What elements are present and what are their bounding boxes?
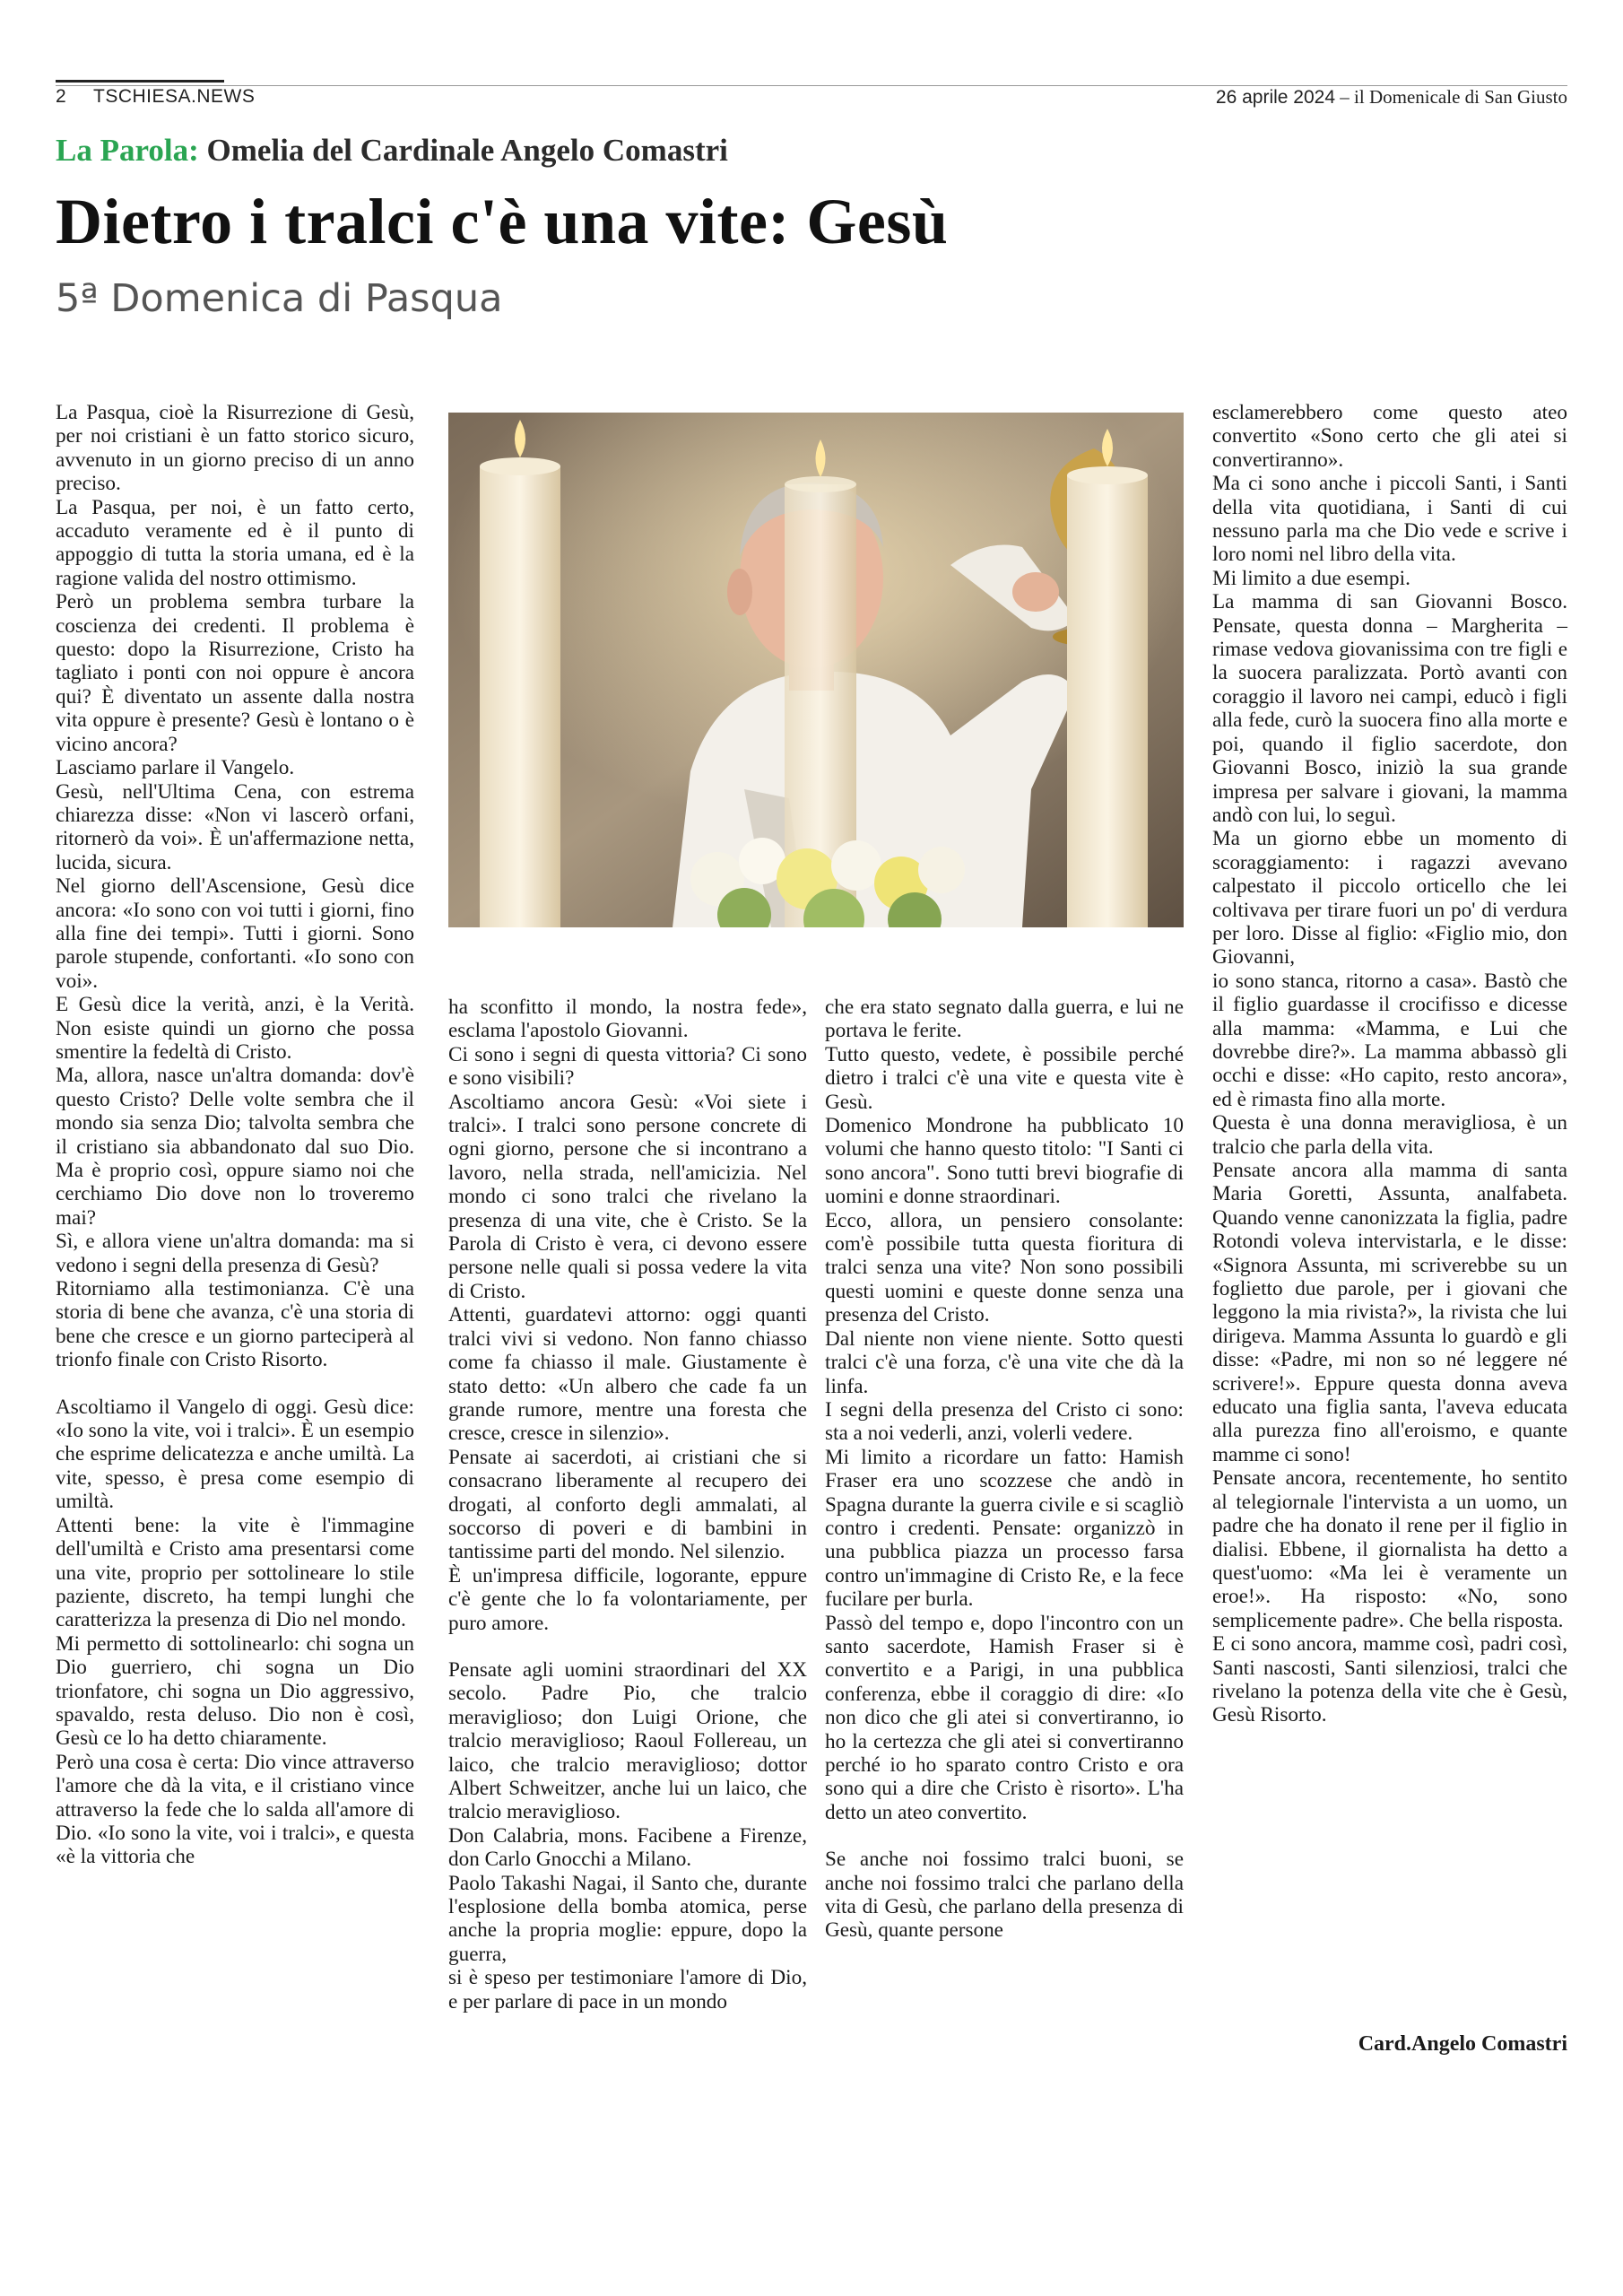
publication-name: – il Domenicale di San Giusto (1335, 86, 1567, 108)
site-name: TSCHIESA.NEWS (93, 86, 256, 107)
paragraph: Ci sono i segni di questa vittoria? Ci sono e sono visibili? (448, 1042, 807, 1091)
paragraph: Ascoltiamo ancora Gesù: «Voi siete i tralci». I tralci sono persone concrete di ogni giorno, persone che si incontrano a lavoro, nella strada, nell'amicizia. Nel mondo ci sono tralci che rivelano la presenza di una vite, che è Cristo. Se la Parola di Cristo è vera, ci devono essere persone nelle quali si possa vedere la vita di Cristo. (448, 1090, 807, 1303)
cardinal-celebrating-mass-icon (448, 413, 1184, 927)
paragraph: Ma un giorno ebbe un momento di scoraggiamento: i ragazzi avevano calpestato il piccolo orticello che lei coltivava per tirare fuori un po' di verdura per loro. Disse al figlio: «Figlio mio, don Giovanni, (1212, 827, 1567, 970)
paragraph: La Pasqua, cioè la Risurrezione di Gesù, per noi cristiani è un fatto storico sicuro, avvenuto in un giorno preciso di un anno preciso. (56, 401, 414, 496)
paragraph: Sì, e allora viene un'altra domanda: ma si vedono i segni della presenza di Gesù? (56, 1230, 414, 1277)
section-label: La Parola: (56, 133, 199, 168)
paragraph: Tutto questo, vedete, è possibile perché dietro i tralci c'è una vite e questa vite è Gesù. (825, 1042, 1184, 1114)
paragraph: Pensate ai sacerdoti, ai cristiani che si consacrano liberamente al recupero dei drogati, al conforto degli ammalati, al soccorso di poveri e di bambini in tantissime parti del mondo. Nel silenzio. (448, 1445, 807, 1564)
paragraph: Attenti, guardatevi attorno: oggi quanti tralci vivi si vedono. Non fanno chiasso come fa chiasso il male. Giustamente è stato detto: «Un albero che cade fa un grande rumore, mentre una foresta che cresce, cresce in silenzio». (448, 1303, 807, 1446)
paragraph: Paolo Takashi Nagai, il Santo che, durante l'esplosione della bomba atomica, perse anche la propria moglie: eppure, dopo la guerra, (448, 1871, 807, 1966)
paragraph: Mi permetto di sottolinearlo: chi sogna un Dio guerriero, chi sogna un Dio trionfatore, chi sogna un Dio aggressivo, spavaldo, resta deluso. Dio non è così, Gesù ce lo ha detto chiaramente. (56, 1631, 414, 1751)
paragraph: Don Calabria, mons. Facibene a Firenze, don Carlo Gnocchi a Milano. (448, 1823, 807, 1872)
paragraph: E Gesù dice la verità, anzi, è la Verità. Non esiste quindi un giorno che possa smentire la fedeltà di Cristo. (56, 993, 414, 1064)
paragraph-gap (825, 1824, 1184, 1848)
article-subtitle: 5ª Domenica di Pasqua (56, 276, 503, 321)
paragraph: Però un problema sembra turbare la coscienza dei credenti. Il problema è questo: dopo la Risurrezione, Cristo ha tagliato i ponti con noi oppure è ancora qui? È diventato un assente dalla nostra vita oppure è presente? Gesù è lontano o è vicino ancora? (56, 590, 414, 756)
paragraph: si è speso per testimoniare l'amore di Dio, e per parlare di pace in un mondo (448, 1966, 807, 2013)
paragraph: Nel giorno dell'Ascensione, Gesù dice ancora: «Io sono con voi tutti i giorni, fino alla fine dei tempi». Tutti i giorni. Sono parole stupende, confortanti. «Io sono con voi». (56, 874, 414, 993)
paragraph: Se anche noi fossimo tralci buoni, se anche noi fossimo tralci che parlano della vita di Gesù, che parlano della presenza di Gesù, quante persone (825, 1848, 1184, 1943)
paragraph: Mi limito a due esempi. (1212, 566, 1410, 590)
author-signature: Card.Angelo Comastri (1358, 2032, 1567, 2056)
column-3 (825, 996, 1184, 1943)
paragraph: La mamma di san Giovanni Bosco. Pensate, questa donna – Margherita – rimase vedova giovanissima con tre figli e la suocera paralizzata. Portò avanti con coraggio il lavoro nei campi, educò i figli alla fede, curò la suocera fino alla morte e poi, quando il figlio sacerdote, don Giovanni Bosco, iniziò la sua grande impresa per salvare i giovani, la mamma andò con lui, lo seguì. (1212, 590, 1567, 827)
paragraph: Ritorniamo alla testimonianza. C'è una storia di bene che avanza, c'è una storia di bene che cresce e un giorno parteciperà al trionfo finale con Cristo Risorto. (56, 1277, 414, 1372)
paragraph: Lasciamo parlare il Vangelo. (56, 756, 295, 780)
paragraph: Ma ci sono anche i piccoli Santi, i Santi della vita quotidiana, i Santi di cui nessuno parla ma che Dio vede e scrive i loro nomi nel libro della vita. (1212, 472, 1567, 567)
paragraph: Attenti bene: la vite è l'immagine dell'umiltà e Cristo ama presentarsi come una vite, proprio per sottolineare lo stile paziente, discreto, ha tempi lunghi che caratterizza la presenza di Dio nel mondo. (56, 1513, 414, 1632)
paragraph: Dal niente non viene niente. Sotto questi tralci c'è una forza, c'è una vite che dà la linfa. (825, 1326, 1184, 1398)
paragraph: Ma, allora, nasce un'altra domanda: dov'è questo Cristo? Delle volte sembra che il mondo sia senza Dio; talvolta sembra che il cristiano sia abbandonato dal suo Dio. Ma è proprio così, oppure siamo noi che cerchiamo Dio dove non lo troveremo mai? (56, 1064, 414, 1230)
paragraph: È un'impresa difficile, logorante, eppure c'è gente che lo fa volontariamente, per puro amore. (448, 1563, 807, 1635)
paragraph: Gesù, nell'Ultima Cena, con estrema chiarezza disse: «Non vi lascerò orfani, ritornerò da voi». È un'affermazione netta, lucida, sicura. (56, 779, 414, 874)
paragraph: ha sconfitto il mondo, la nostra fede», esclama l'apostolo Giovanni. (448, 996, 807, 1043)
paragraph: Pensate ancora, recentemente, ho sentito al telegiornale l'intervista a un uomo, un padre che ha donato il rene per il figlio in dialisi. Ebbene, il giornalista ha detto a quest'uomo: «Ma lei è veramente un eroe!». Ha risposto: «No, sono semplicemente padre». Che bella risposta. (1212, 1466, 1567, 1632)
paragraph: Però una cosa è certa: Dio vince attraverso l'amore che dà la vita, e il cristiano vince attraverso la fede che lo salda all'amore di Dio. «Io sono la vite, voi i tralci», e questa «è la vittoria che (56, 1750, 414, 1869)
paragraph: Mi limito a ricordare un fatto: Hamish Fraser era uno scozzese che andò in Spagna durante la guerra civile e si scagliò contro i credenti. Pensate: organizzò in una pubblica piazza un processo farsa contro un'immagine di Cristo Re, e la fece fucilare per burla. (825, 1445, 1184, 1612)
paragraph: io sono stanca, ritorno a casa». Bastò che il figlio guardasse il crocifisso e dicesse alla mamma: «Mamma, e Lui che dovrebbe dire?». La mamma abbassò gli occhi e disse: «Ho capito, resto ancora», ed è rimasta fino alla morte. (1212, 969, 1567, 1111)
article-title: Dietro i tralci c'è una vite: Gesù (56, 186, 949, 257)
paragraph: Ascoltiamo il Vangelo di oggi. Gesù dice: «Io sono la vite, voi i tralci». È un esempio che esprime delicatezza e anche umiltà. La vite, spesso, è presa come esempio di umiltà. (56, 1395, 414, 1514)
paragraph: Domenico Mondrone ha pubblicato 10 volumi che hanno questo titolo: "I Santi ci sono ancora". Sono tutti brevi biografie di uomini e donne straordinari. (825, 1114, 1184, 1209)
issue-date: 26 aprile 2024 (1215, 87, 1336, 108)
column-4 (1212, 401, 1567, 1727)
kicker-text: Omelia del Cardinale Angelo Comastri (198, 133, 728, 168)
cardinal-photo (448, 413, 1184, 927)
paragraph: Pensate ancora alla mamma di santa Maria Goretti, Assunta, analfabeta. Quando venne canonizzata la figlia, padre Rotondi voleva intervistarla, e le disse: «Signora Assunta, mi scriverebbe su un foglietto due parole, per i giovani che leggono la mia rivista?», la rivista che lui dirigeva. Mamma Assunta lo guardò e gli disse: «Padre, mi non so né leggere né scrivere!». Eppure questa donna aveva educato una figlia santa, l'aveva educata alla purezza fino all'eroismo, e quante mamme ci sono! (1212, 1159, 1567, 1466)
paragraph-gap (448, 1635, 807, 1658)
section-kicker (56, 133, 728, 169)
page-number: 2 (56, 86, 66, 107)
paragraph: La Pasqua, per noi, è un fatto certo, accaduto veramente ed è il punto di appoggio di tutta la storia umana, ed è la ragione valida del nostro ottimismo. (56, 495, 414, 590)
header-top-rule (56, 80, 224, 83)
paragraph: Ecco, allora, un pensiero consolante: com'è possibile tutta questa fioritura di tralci senza una vite? Non sono possibili questi uomini e queste donne senza una presenza del Cristo. (825, 1208, 1184, 1327)
column-1 (56, 401, 414, 1869)
paragraph: che era stato segnato dalla guerra, e lui ne portava le ferite. (825, 996, 1184, 1043)
paragraph: Passò del tempo e, dopo l'incontro con un santo sacerdote, Hamish Fraser si è convertito e a Parigi, in una pubblica conferenza, ebbe il coraggio di dire: «Io non dico che gli atei si convertiranno, io ho la certezza che gli atei si convertiranno perché io ho sparato contro Cristo e ora sono qui a dire che Cristo è risorto». L'ha detto un ateo convertito. (825, 1611, 1184, 1824)
dateline (1216, 86, 1567, 109)
paragraph: esclamerebbero come questo ateo convertito «Sono certo che gli atei si convertiranno». (1212, 401, 1567, 472)
paragraph: Pensate agli uomini straordinari del XX secolo. Padre Pio, che tralcio meraviglioso; don Luigi Orione, che tralcio meraviglioso; Raoul Follereau, un laico, che tralcio meraviglioso; dottor Albert Schweitzer, anche lui un laico, che tralcio meraviglioso. (448, 1657, 807, 1824)
paragraph: I segni della presenza del Cristo ci sono: sta a noi vederli, anzi, volerli vedere. (825, 1397, 1184, 1446)
paragraph-gap (56, 1372, 414, 1396)
paragraph: E ci sono ancora, mamme così, padri così, Santi nascosti, Santi silenziosi, tralci che rivelano la potenza della vite che è Gesù, Gesù Risorto. (1212, 1632, 1567, 1727)
paragraph: Questa è una donna meravigliosa, è un tralcio che parla della vita. (1212, 1111, 1567, 1159)
column-2 (448, 996, 807, 2013)
